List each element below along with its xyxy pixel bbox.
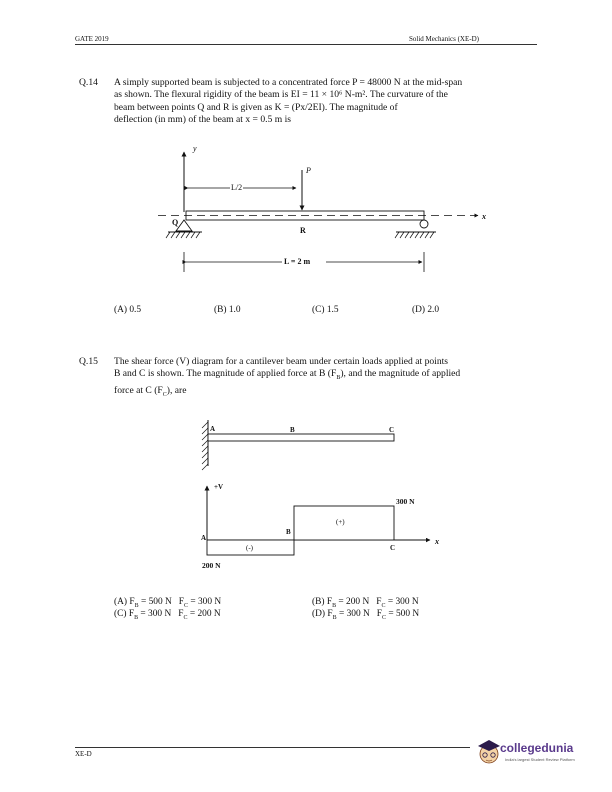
graduate-icon [478, 740, 500, 763]
pos-value-label: 300 N [396, 497, 415, 506]
brand-name: collegedunia [500, 741, 574, 755]
q15-option-c[interactable]: (C) $F_B = 300$ N $F_C = 200$ N [114, 609, 221, 621]
q14-option-b[interactable]: (B) 1.0 [214, 305, 241, 315]
sfd-b-label: B [286, 528, 291, 536]
q14-line-4: deflection (in mm) of the beam at x = 0.5 m is [114, 114, 291, 126]
beam-c-label: C [389, 426, 395, 434]
x-label: x [482, 212, 486, 221]
q15-option-b[interactable]: (B) $F_B = 200$ N $F_C = 300$ N [312, 597, 419, 609]
header-left: GATE 2019 [75, 35, 109, 43]
q14-line-1: A simply supported beam is subjected to a concentrated force P = 48000 N at the mid-span [114, 77, 463, 88]
q14-number: Q.14 [79, 77, 98, 88]
sfd-a-label: A [201, 534, 207, 542]
span-label: L = 2 m [284, 257, 311, 266]
neg-value-label: 200 N [202, 561, 221, 570]
half-span-label: L/2 [231, 183, 243, 192]
q15-line-1: The shear force (V) diagram for a cantilever beam under certain loads applied at points [114, 356, 449, 367]
brand-tagline: India's largest Student Review Platform [505, 757, 575, 762]
q-label: Q [172, 218, 179, 227]
q14-line-3: beam between points Q and R is given as K = (Px/2EI). The magnitude of [114, 101, 398, 113]
r-label: R [300, 226, 306, 235]
v-label: +V [214, 483, 224, 491]
q15-option-a[interactable]: (A) $F_B = 500$ N $F_C = 300$ N [114, 597, 222, 609]
q14-option-d[interactable]: (D) 2.0 [412, 305, 440, 315]
beam-a-label: A [210, 425, 216, 433]
footer-left: XE-D [75, 750, 92, 758]
q14-option-a[interactable]: (A) 0.5 [114, 305, 142, 315]
q15-line-3: force at C $(F_C)$, are [114, 384, 187, 398]
q15-number: Q.15 [79, 356, 98, 367]
p-label: P [306, 166, 311, 175]
neg-sign: (-) [246, 544, 253, 552]
q14-line-2: as shown. The flexural rigidity of the beam is EI = 11 × 10⁶ N-m². The curvature of the [114, 89, 448, 101]
beam-b-label: B [290, 426, 295, 434]
sfd-x-label: x [435, 537, 439, 546]
q15-option-d[interactable]: (D) $F_B = 300$ N $F_C = 500$ N [312, 609, 420, 621]
q15-line-2: B and C is shown. The magnitude of applied force at B $(F_B)$, and the magnitude of applied [114, 368, 461, 382]
header-right: Solid Mechanics (XE-D) [409, 35, 479, 43]
y-label: y [193, 144, 197, 153]
q14-option-c[interactable]: (C) 1.5 [312, 305, 339, 315]
pos-sign: (+) [336, 518, 345, 526]
sfd-c-label: C [390, 544, 396, 552]
